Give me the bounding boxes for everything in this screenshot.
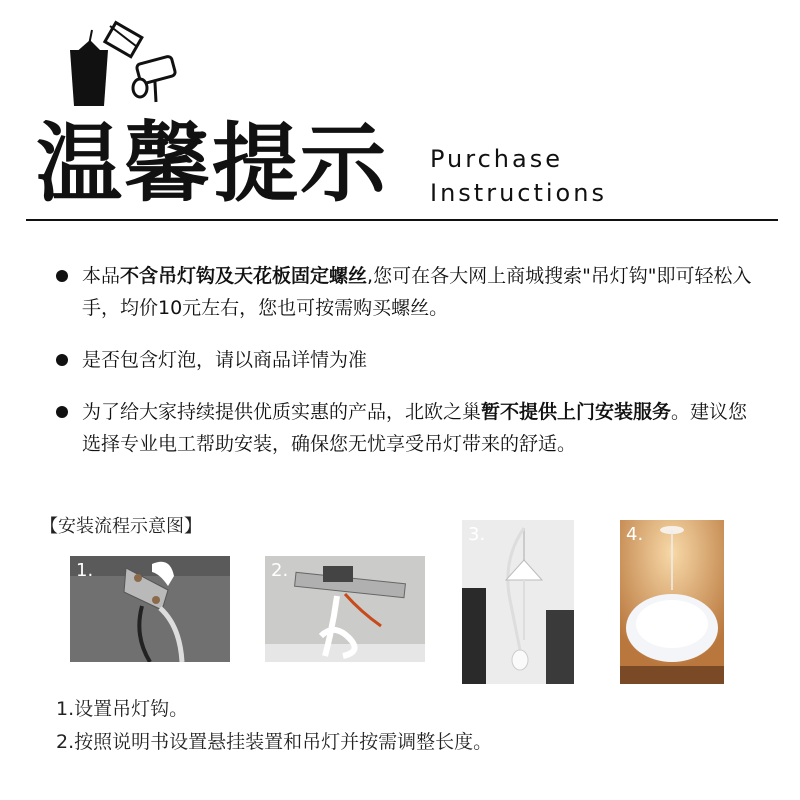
page-subtitle (430, 142, 607, 210)
mounting-plate-wires-photo-icon (265, 556, 425, 662)
notice-item (56, 396, 756, 460)
notice-text (82, 396, 756, 460)
photo-label: 1. (76, 560, 94, 581)
feather-pendant-lamp-photo-icon (620, 520, 724, 684)
flow-title: 【安装流程示意图】 (40, 516, 202, 537)
ceiling-hook-bracket-photo-icon (70, 556, 230, 662)
page-title: 温馨提示 (36, 114, 388, 214)
notice-text-bold: 不含吊灯钩及天花板固定螺丝 (120, 265, 368, 287)
notice-text-post: ,您可在各大网上商城搜索"吊灯钩"即可轻松入手，均价10元左右，您也可按需购买螺丝。 (82, 265, 752, 319)
bullet-icon (56, 354, 68, 366)
bullet-icon (56, 270, 68, 282)
notice-item (56, 344, 756, 376)
step-item: 1.设置吊灯钩。 (56, 698, 189, 720)
notice-item (56, 260, 756, 324)
photo-label: 3. (468, 524, 486, 545)
subtitle-line-2: Instructions (430, 179, 607, 207)
notice-text-post: 。建议您选择专业电工帮助安装，确保您无忧享受吊灯带来的舒适。 (82, 401, 748, 455)
step-item: 2.按照说明书设置悬挂装置和吊灯并按需调整长度。 (56, 731, 493, 753)
notice-text-bold: 暂不提供上门安装服务 (481, 401, 672, 423)
notice-text-pre: 本品 (82, 265, 121, 287)
notice-text-pre: 是否包含灯泡，请以商品详情为准 (82, 349, 368, 371)
title-divider (26, 219, 778, 221)
photo-label: 2. (271, 560, 289, 581)
notice-text (82, 260, 756, 324)
notice-text-pre: 为了给大家持续提供优质实惠的产品，北欧之巢 (82, 401, 482, 423)
subtitle-line-1: Purchase (430, 145, 563, 173)
hanging-cord-bulb-photo-icon (462, 520, 574, 684)
bullet-icon (56, 406, 68, 418)
notice-text (82, 344, 756, 376)
photo-label: 4. (626, 524, 644, 545)
